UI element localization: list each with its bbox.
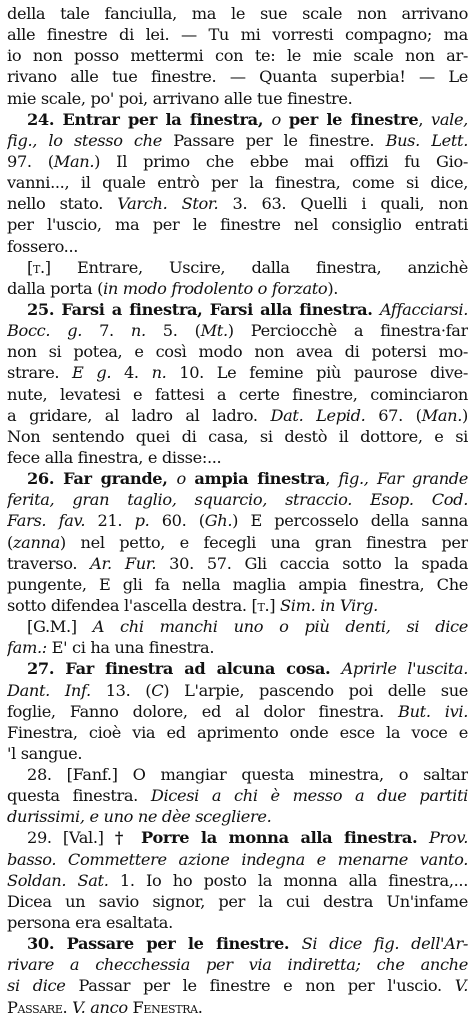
text-line	[7, 764, 468, 785]
text-segment: 'l sangue.	[7, 743, 83, 763]
text-segment: fossero...	[7, 236, 79, 256]
text-segment: sotto difendea l'ascella destra. [	[7, 595, 258, 615]
text-line	[7, 658, 468, 679]
text-segment: t.	[257, 595, 270, 615]
text-segment: 10. Le femine più paurose dive-	[179, 363, 468, 383]
text-segment: 25. Farsi a finestra, Farsi alla finestra.	[27, 299, 380, 319]
text-line	[7, 130, 468, 151]
text-segment: 7.	[99, 321, 131, 341]
text-segment: ) Perciocchè a finestra·far	[227, 321, 468, 341]
text-segment: non si potea, e così modo non avea di potersi mo-	[7, 342, 468, 362]
text-line	[7, 66, 468, 87]
text-segment: ) E percosselo della sanna	[232, 511, 468, 531]
text-segment: vale,	[431, 109, 468, 129]
text-line	[7, 532, 468, 553]
text-segment: )	[462, 405, 468, 425]
text-segment: per l'uscio, ma per le finestre nel consiglio entrati	[7, 215, 468, 235]
text-segment: ] Entrare, Uscire, dalla finestra, anzichè	[44, 257, 468, 277]
text-segment: Mt.	[200, 321, 228, 341]
text-segment: Si dice fig. dell'Ar-	[301, 934, 468, 954]
text-line	[7, 109, 468, 130]
text-line	[7, 299, 468, 320]
text-line	[7, 151, 468, 172]
text-segment: 29. [Val.]	[27, 828, 115, 848]
text-segment: Bus. Lett.	[385, 130, 468, 150]
text-line	[7, 595, 468, 616]
text-segment: alle finestre di lei. — Tu mi vorresti compagno; ma	[7, 25, 468, 45]
text-segment: 24. Entrar per la finestra,	[27, 109, 272, 129]
text-segment: 3. 63. Quelli i quali, non	[218, 194, 468, 214]
text-segment: p.	[134, 511, 150, 531]
text-line	[7, 933, 468, 954]
text-line	[7, 701, 468, 722]
text-line	[7, 384, 468, 405]
text-line	[7, 510, 468, 531]
text-line	[7, 236, 468, 257]
text-segment: Prov.	[429, 828, 468, 848]
text-line	[7, 88, 468, 109]
text-segment: C	[151, 680, 164, 700]
text-segment: Dicea un savio signor, per la cui destra Un'infame	[7, 891, 468, 911]
text-segment: 67. (	[365, 405, 422, 425]
text-segment: rivare a checchessia per via indiretta; che anche	[7, 955, 468, 975]
text-segment: A chi manchi uno o più denti, si dice	[92, 617, 468, 637]
text-line	[7, 827, 468, 848]
text-segment: Soldan. Sat.	[7, 870, 109, 890]
text-line	[7, 3, 468, 24]
text-segment: Man.	[53, 151, 95, 171]
text-line	[7, 637, 468, 658]
text-segment: durissimi, e uno ne dèe scegliere.	[7, 807, 272, 827]
text-segment: ) nel petto, e fecegli una gran finestra per	[59, 532, 468, 552]
text-line	[7, 278, 468, 299]
text-segment: .	[197, 997, 203, 1017]
text-segment: foglie, Fanno dolore, ed al dolor finestra.	[7, 701, 399, 721]
text-segment: ferita, gran taglio, squarcio, straccio. Esop. Cod.	[7, 490, 468, 510]
text-segment: fig., lo stesso che	[7, 130, 174, 150]
text-segment: Affacciarsi.	[379, 299, 468, 319]
text-segment: Gh.	[204, 511, 233, 531]
text-segment: Passare per le finestre.	[173, 130, 386, 150]
text-segment: questa finestra.	[7, 786, 151, 806]
text-segment: Bocc. g.	[7, 321, 100, 341]
text-segment: vanni..., il quale entrò per la finestra, come si dice,	[7, 173, 468, 193]
text-line	[7, 785, 468, 806]
text-segment: V. anco	[72, 997, 128, 1017]
text-segment: strare.	[7, 363, 73, 383]
text-segment: 5. (	[162, 321, 201, 341]
text-segment: 97. (	[7, 151, 54, 171]
text-segment: t.	[32, 257, 45, 277]
text-line	[7, 722, 468, 743]
text-line	[7, 680, 468, 701]
text-segment: Dant. Inf.	[7, 680, 91, 700]
text-segment: Non sentendo quei di casa, si destò il dottore, e si	[7, 426, 468, 446]
text-segment: pungente, E gli fa nella maglia ampia finestra, Che	[7, 574, 468, 594]
text-segment: But. ivi.	[398, 701, 468, 721]
text-segment: della tale fanciulla, ma le sue scale non arrivano	[7, 4, 468, 23]
text-segment: 1. Io ho posto la monna alla finestra,...	[108, 870, 468, 890]
text-segment: io non posso mettermi con te: le mie scale non ar-	[7, 46, 468, 66]
text-segment: persona era esaltata.	[7, 913, 173, 933]
text-line	[7, 975, 468, 996]
text-segment: Passar per le finestre e non per l'uscio.	[65, 976, 455, 996]
text-segment: nello stato.	[7, 194, 118, 214]
text-segment: ) L'arpie, pascendo poi delle sue	[163, 680, 468, 700]
text-line	[7, 341, 468, 362]
text-segment: 28. [Fanf.] O mangiar questa minestra, o saltar	[27, 765, 468, 785]
text-line	[7, 574, 468, 595]
text-segment: Passare	[7, 997, 63, 1017]
text-segment: (	[7, 532, 13, 552]
text-segment: 30. 57. Gli caccia sotto la spada	[156, 553, 468, 573]
text-segment: fig., Far grande	[338, 469, 468, 489]
text-segment: Fenestra	[132, 997, 198, 1017]
text-segment: ]	[269, 595, 281, 615]
text-segment: 30. Passare per le finestre.	[27, 934, 302, 954]
text-segment: Aprirle l'uscita.	[341, 659, 468, 679]
text-segment: ,	[325, 469, 339, 489]
text-line	[7, 849, 468, 870]
text-line	[7, 45, 468, 66]
text-line	[7, 891, 468, 912]
text-segment: fam.:	[7, 638, 47, 658]
text-segment: ,	[418, 109, 432, 129]
text-line	[7, 426, 468, 447]
text-segment: fece alla finestra, e disse:...	[7, 447, 222, 467]
text-segment: E g.	[72, 363, 124, 383]
text-line	[7, 743, 468, 764]
text-segment: 27. Far finestra ad alcuna cosa.	[27, 659, 342, 679]
text-segment: per le finestre	[288, 109, 419, 129]
text-line	[7, 912, 468, 933]
text-segment: [G.M.]	[27, 617, 93, 637]
text-segment: si dice	[7, 976, 66, 996]
text-segment: a gridare, al ladro al ladro.	[7, 405, 271, 425]
text-line	[7, 806, 468, 827]
text-line	[7, 193, 468, 214]
text-segment: zanna	[12, 532, 60, 552]
text-line	[7, 447, 468, 468]
text-segment: [	[27, 257, 33, 277]
text-line	[7, 405, 468, 426]
text-line	[7, 997, 468, 1018]
text-segment: 60. (	[149, 511, 205, 531]
text-segment: 26. Far grande,	[27, 469, 177, 489]
text-segment: ) Il primo che ebbe mai offizi fu Gio-	[94, 151, 468, 171]
text-segment: 4.	[123, 363, 152, 383]
text-line	[7, 362, 468, 383]
text-segment: basso. Commettere azione indegna e menarne vanto.	[7, 849, 468, 869]
text-segment: ).	[327, 278, 339, 298]
text-segment: 13. (	[90, 680, 152, 700]
text-segment: traverso.	[7, 553, 91, 573]
text-segment: Finestra, cioè via ed aprimento onde esce la voce e	[7, 722, 468, 742]
text-segment: mie scale, po' poi, arrivano alle tue finestre.	[7, 88, 353, 108]
text-segment: Man.	[421, 405, 463, 425]
text-segment: V.	[454, 976, 468, 996]
text-line	[7, 320, 468, 341]
text-segment: Dicesi a chi è messo a due partiti	[150, 786, 468, 806]
text-segment: rivano alle tue finestre. — Quanta superbia! — Le	[7, 67, 468, 87]
text-segment: ampia finestra	[194, 469, 326, 489]
text-line	[7, 172, 468, 193]
text-segment: Fars. fav.	[7, 511, 86, 531]
text-line	[7, 257, 468, 278]
text-segment: 21.	[85, 511, 135, 531]
text-line	[7, 489, 468, 510]
text-segment: n.	[151, 363, 180, 383]
text-segment: o	[176, 469, 195, 489]
text-line	[7, 214, 468, 235]
text-segment: Varch. Stor.	[117, 194, 219, 214]
text-line	[7, 468, 468, 489]
text-segment: Ar. Fur.	[90, 553, 157, 573]
text-segment: Dat. Lepid.	[270, 405, 366, 425]
text-line	[7, 24, 468, 45]
text-segment: o	[271, 109, 289, 129]
text-line	[7, 616, 468, 637]
text-segment: .	[62, 997, 73, 1017]
text-segment: Sim. in Virg.	[280, 595, 378, 615]
text-segment: dalla porta (	[7, 278, 104, 298]
text-segment: in modo frodolento o forzato	[103, 278, 328, 298]
text-segment: † Porre la monna alla finestra.	[114, 828, 429, 848]
text-segment: n.	[130, 321, 163, 341]
text-segment: E' ci ha una finestra.	[46, 638, 215, 658]
text-line	[7, 870, 468, 891]
text-line	[7, 954, 468, 975]
text-segment: nute, levatesi e fattesi a certe finestre, cominciaron	[7, 384, 468, 404]
text-line	[7, 553, 468, 574]
